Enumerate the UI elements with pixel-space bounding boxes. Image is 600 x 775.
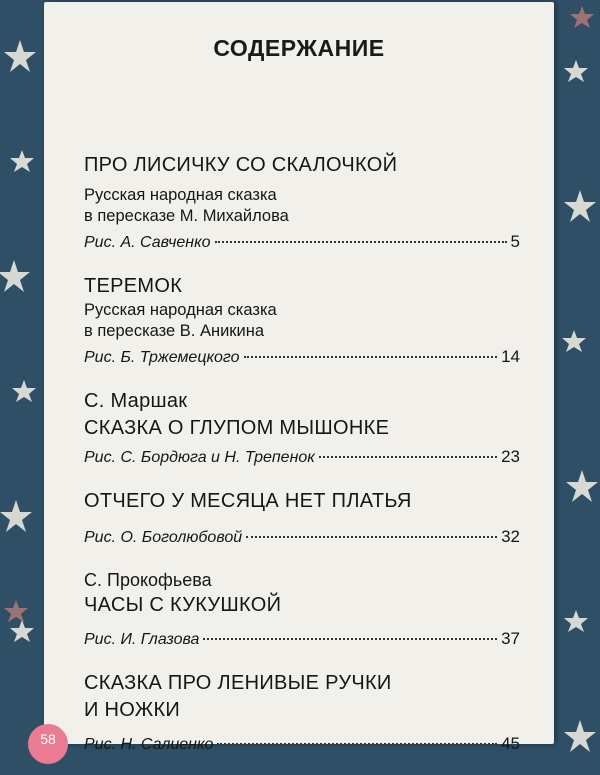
dot-leader bbox=[215, 241, 507, 243]
toc-entry[interactable] bbox=[84, 152, 520, 255]
entry-heading: СКАЗКА ПРО ЛЕНИВЫЕ РУЧКИ bbox=[84, 672, 392, 694]
entry-page-number: 14 bbox=[501, 347, 520, 366]
toc-entry[interactable] bbox=[84, 670, 520, 757]
entry-illustrator: Рис. А. Савченко bbox=[84, 234, 211, 251]
entry-subtitle: Русская народная сказка bbox=[84, 301, 277, 319]
entry-illustrator: Рис. О. Боголюбовой bbox=[84, 529, 243, 546]
entry-author: С. Прокофьева bbox=[84, 570, 212, 590]
entry-heading: СКАЗКА О ГЛУПОМ МЫШОНКЕ bbox=[84, 417, 390, 439]
entry-heading: ПРО ЛИСИЧКУ СО СКАЛОЧКОЙ bbox=[84, 154, 398, 176]
entry-heading: И НОЖКИ bbox=[84, 699, 181, 721]
toc-entry[interactable] bbox=[84, 273, 520, 370]
page-number-badge: 58 bbox=[28, 724, 68, 764]
entry-subtitle: в пересказе М. Михайлова bbox=[84, 207, 289, 225]
entry-illustrator: Рис. Н. Салиенко bbox=[84, 736, 214, 753]
dot-leader bbox=[246, 536, 497, 538]
entry-page-number: 45 bbox=[501, 734, 520, 753]
page-title: СОДЕРЖАНИЕ bbox=[213, 35, 385, 61]
entry-page-number: 23 bbox=[501, 447, 520, 466]
table-of-contents bbox=[84, 152, 520, 775]
entry-illustrator: Рис. Б. Тржемецкого bbox=[84, 349, 240, 366]
dot-leader bbox=[203, 638, 497, 640]
entry-page-number: 37 bbox=[501, 629, 520, 648]
book-page bbox=[44, 2, 554, 753]
toc-entry[interactable] bbox=[84, 488, 520, 550]
entry-subtitle: Русская народная сказка bbox=[84, 186, 277, 204]
entry-author: С. Маршак bbox=[84, 390, 188, 412]
dot-leader bbox=[244, 356, 498, 358]
entry-illustrator: Рис. И. Глазова bbox=[84, 631, 200, 648]
entry-page-number: 5 bbox=[510, 232, 520, 251]
entry-heading: ЧАСЫ С КУКУШКОЙ bbox=[84, 594, 282, 616]
toc-entry[interactable] bbox=[84, 568, 520, 652]
dot-leader bbox=[217, 743, 497, 745]
toc-entry[interactable] bbox=[84, 388, 520, 470]
entry-illustrator: Рис. С. Бордюга и Н. Трепенок bbox=[84, 449, 315, 466]
entry-heading: ТЕРЕМОК bbox=[84, 275, 183, 297]
entry-heading: ОТЧЕГО У МЕСЯЦА НЕТ ПЛАТЬЯ bbox=[84, 490, 412, 512]
entry-subtitle: в пересказе В. Аникина bbox=[84, 322, 265, 340]
entry-page-number: 32 bbox=[501, 527, 520, 546]
dot-leader bbox=[319, 456, 497, 458]
